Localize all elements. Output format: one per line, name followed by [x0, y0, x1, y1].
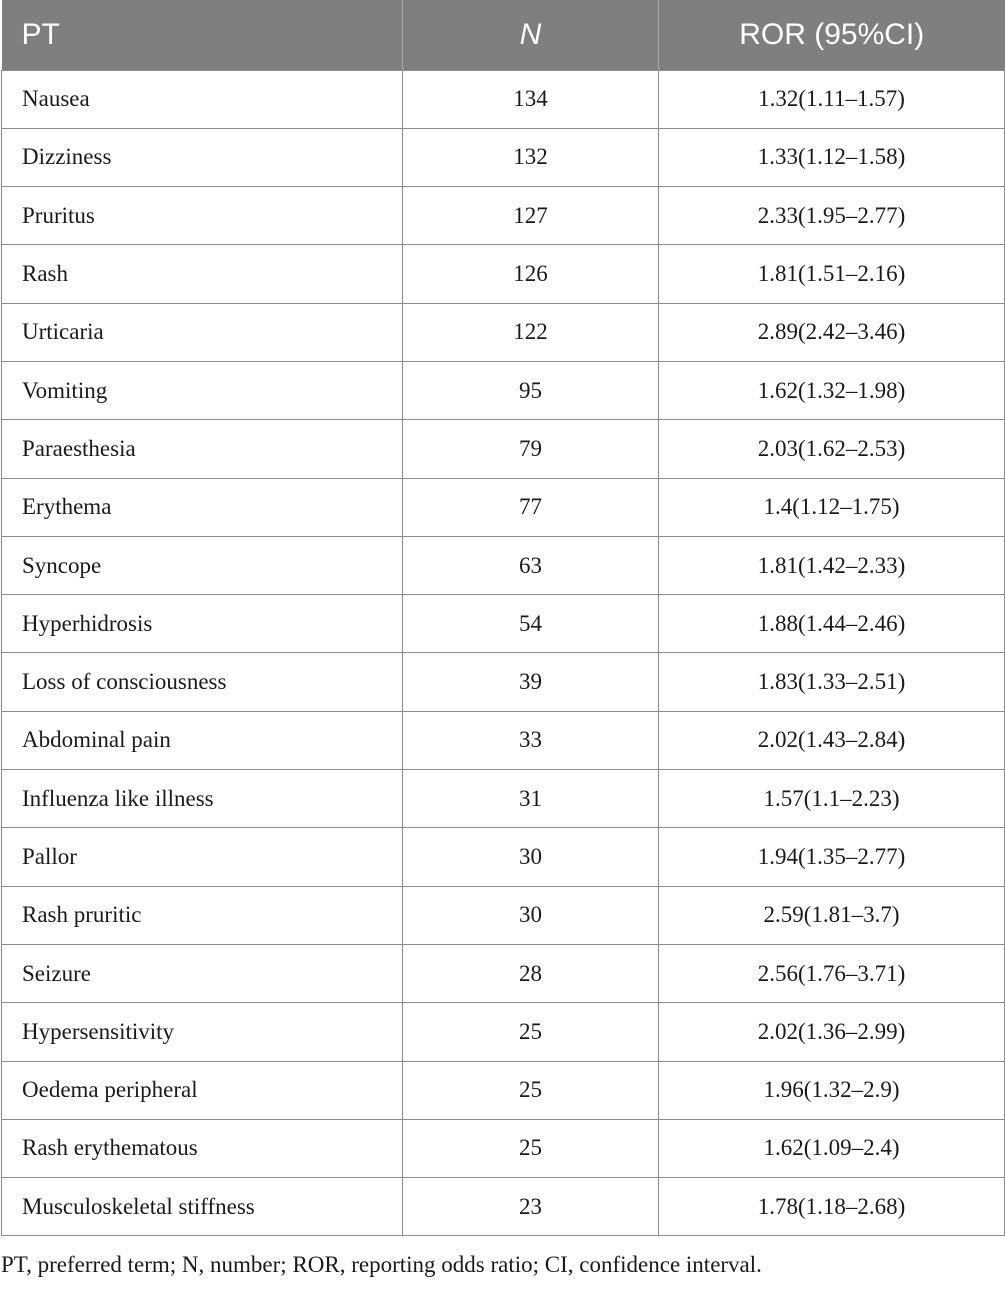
cell-pt: Abdominal pain	[2, 711, 403, 769]
table-row	[2, 478, 1005, 536]
cell-pt: Influenza like illness	[2, 770, 403, 828]
cell-ror: 2.59(1.81–3.7)	[659, 886, 1005, 944]
cell-ror: 1.94(1.35–2.77)	[659, 828, 1005, 886]
table-row	[2, 944, 1005, 1002]
table-row	[2, 70, 1005, 128]
cell-ror: 1.62(1.32–1.98)	[659, 361, 1005, 419]
header-row	[2, 0, 1005, 70]
cell-n: 95	[403, 361, 659, 419]
cell-pt: Musculoskeletal stiffness	[2, 1178, 403, 1236]
cell-pt: Loss of consciousness	[2, 653, 403, 711]
table-row	[2, 128, 1005, 186]
cell-ror: 2.02(1.43–2.84)	[659, 711, 1005, 769]
cell-pt: Oedema peripheral	[2, 1061, 403, 1119]
cell-ror: 1.81(1.42–2.33)	[659, 536, 1005, 594]
cell-ror: 1.33(1.12–1.58)	[659, 128, 1005, 186]
cell-pt: Hypersensitivity	[2, 1003, 403, 1061]
table-row	[2, 828, 1005, 886]
cell-ror: 2.03(1.62–2.53)	[659, 420, 1005, 478]
table-row	[2, 711, 1005, 769]
cell-ror: 2.33(1.95–2.77)	[659, 187, 1005, 245]
cell-ror: 2.56(1.76–3.71)	[659, 944, 1005, 1002]
table-row	[2, 536, 1005, 594]
cell-pt: Rash pruritic	[2, 886, 403, 944]
cell-n: 25	[403, 1061, 659, 1119]
cell-ror: 2.89(2.42–3.46)	[659, 303, 1005, 361]
cell-ror: 1.32(1.11–1.57)	[659, 70, 1005, 128]
cell-ror: 1.62(1.09–2.4)	[659, 1119, 1005, 1177]
table-row	[2, 886, 1005, 944]
cell-pt: Vomiting	[2, 361, 403, 419]
cell-n: 63	[403, 536, 659, 594]
cell-n: 54	[403, 595, 659, 653]
table-row	[2, 187, 1005, 245]
cell-n: 30	[403, 828, 659, 886]
table-row	[2, 653, 1005, 711]
cell-pt: Erythema	[2, 478, 403, 536]
adverse-events-table	[1, 0, 1005, 1236]
table-row	[2, 1178, 1005, 1236]
cell-n: 79	[403, 420, 659, 478]
cell-pt: Syncope	[2, 536, 403, 594]
cell-ror: 2.02(1.36–2.99)	[659, 1003, 1005, 1061]
cell-ror: 1.4(1.12–1.75)	[659, 478, 1005, 536]
table-row	[2, 245, 1005, 303]
cell-n: 28	[403, 944, 659, 1002]
table-row	[2, 420, 1005, 478]
cell-n: 25	[403, 1119, 659, 1177]
table-row	[2, 1119, 1005, 1177]
cell-ror: 1.57(1.1–2.23)	[659, 770, 1005, 828]
header-ror: ROR (95%CI)	[739, 17, 925, 51]
cell-n: 39	[403, 653, 659, 711]
table-row	[2, 770, 1005, 828]
cell-pt: Urticaria	[2, 303, 403, 361]
table-row	[2, 595, 1005, 653]
cell-n: 132	[403, 128, 659, 186]
cell-pt: Nausea	[2, 70, 403, 128]
cell-n: 25	[403, 1003, 659, 1061]
cell-pt: Seizure	[2, 944, 403, 1002]
cell-ror: 1.78(1.18–2.68)	[659, 1178, 1005, 1236]
cell-n: 31	[403, 770, 659, 828]
cell-pt: Pallor	[2, 828, 403, 886]
cell-pt: Rash erythematous	[2, 1119, 403, 1177]
cell-pt: Dizziness	[2, 128, 403, 186]
table-row	[2, 1003, 1005, 1061]
cell-n: 134	[403, 70, 659, 128]
table-row	[2, 1061, 1005, 1119]
table-row	[2, 361, 1005, 419]
cell-pt: Paraesthesia	[2, 420, 403, 478]
cell-n: 77	[403, 478, 659, 536]
table-row	[2, 303, 1005, 361]
cell-pt: Pruritus	[2, 187, 403, 245]
cell-ror: 1.96(1.32–2.9)	[659, 1061, 1005, 1119]
cell-n: 30	[403, 886, 659, 944]
header-n: N	[403, 0, 659, 70]
cell-n: 127	[403, 187, 659, 245]
cell-ror: 1.88(1.44–2.46)	[659, 595, 1005, 653]
table-header	[2, 0, 1005, 70]
cell-pt: Hyperhidrosis	[2, 595, 403, 653]
cell-n: 126	[403, 245, 659, 303]
cell-n: 122	[403, 303, 659, 361]
table-body	[2, 70, 1005, 1236]
cell-ror: 1.81(1.51–2.16)	[659, 245, 1005, 303]
cell-pt: Rash	[2, 245, 403, 303]
cell-n: 23	[403, 1178, 659, 1236]
cell-n: 33	[403, 711, 659, 769]
cell-ror: 1.83(1.33–2.51)	[659, 653, 1005, 711]
table-footnote: PT, preferred term; N, number; ROR, reporting odds ratio; CI, confidence interval.	[1, 1252, 762, 1277]
header-pt: PT	[2, 0, 403, 70]
